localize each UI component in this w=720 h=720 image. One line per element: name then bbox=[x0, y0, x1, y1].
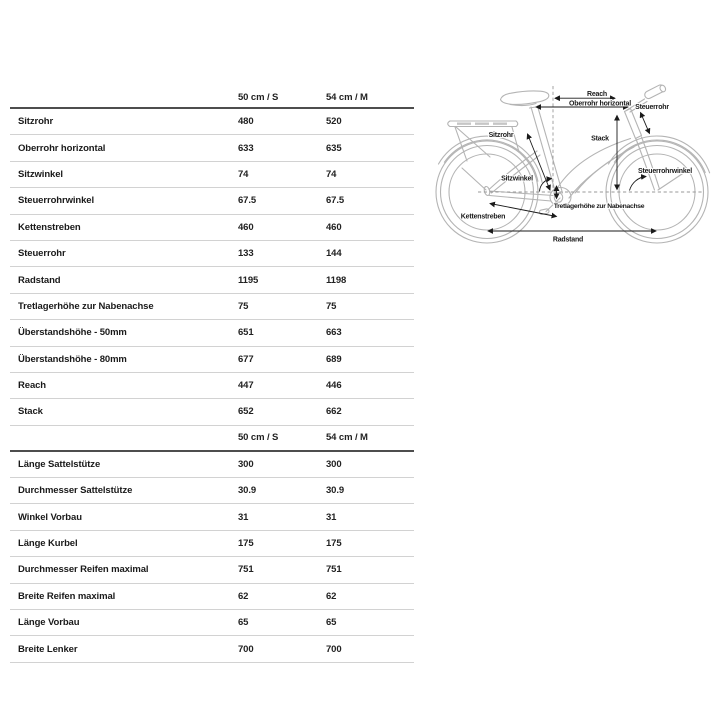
table-row bbox=[10, 109, 414, 135]
value-m: 175 bbox=[326, 538, 342, 550]
value-s: 480 bbox=[238, 116, 254, 128]
row-label: Steuerrohr bbox=[18, 248, 66, 260]
table-row bbox=[10, 267, 414, 293]
table-row bbox=[10, 215, 414, 241]
label-steuerrohr: Steuerrohr bbox=[635, 103, 669, 111]
table-row bbox=[10, 320, 414, 346]
value-m: 30.9 bbox=[326, 485, 345, 497]
value-m: 31 bbox=[326, 511, 337, 523]
value-m: 300 bbox=[326, 458, 342, 470]
saddle bbox=[501, 91, 549, 106]
value-s: 67.5 bbox=[238, 195, 257, 207]
row-label: Radstand bbox=[18, 274, 61, 286]
row-label: Kettenstreben bbox=[18, 221, 81, 233]
row-label: Reach bbox=[18, 380, 47, 392]
column-header-size-s: 50 cm / S bbox=[238, 92, 279, 103]
column-header-size-m: 54 cm / M bbox=[326, 92, 368, 103]
table-row bbox=[10, 557, 414, 583]
front-fender bbox=[609, 136, 710, 190]
table-row bbox=[10, 636, 414, 662]
value-s: 651 bbox=[238, 327, 254, 339]
row-label: Durchmesser Sattelstütze bbox=[18, 485, 133, 497]
label-stack: Stack bbox=[591, 135, 609, 143]
value-s: 460 bbox=[238, 221, 254, 233]
value-s: 62 bbox=[238, 590, 249, 602]
row-label: Länge Kurbel bbox=[18, 538, 78, 550]
table-row bbox=[10, 294, 414, 320]
table-row bbox=[10, 188, 414, 214]
value-s: 65 bbox=[238, 617, 249, 629]
value-s: 751 bbox=[238, 564, 254, 576]
value-s: 75 bbox=[238, 300, 249, 312]
value-m: 1198 bbox=[326, 274, 347, 286]
value-m: 144 bbox=[326, 248, 342, 260]
table-row bbox=[10, 531, 414, 557]
table-row bbox=[10, 452, 414, 478]
label-tretlagerhoehe: Tretlagerhöhe zur Nabenachse bbox=[553, 203, 645, 210]
label-reach: Reach bbox=[586, 90, 608, 98]
geometry-table bbox=[10, 88, 414, 663]
value-m: 446 bbox=[326, 380, 342, 392]
row-label: Sitzwinkel bbox=[18, 168, 63, 180]
value-s: 447 bbox=[238, 380, 254, 392]
value-s: 633 bbox=[238, 142, 254, 154]
row-label: Länge Vorbau bbox=[18, 617, 80, 629]
column-header-size-m: 54 cm / M bbox=[326, 432, 368, 444]
value-m: 460 bbox=[326, 221, 342, 233]
fork bbox=[636, 137, 660, 190]
frame bbox=[489, 106, 642, 201]
value-s: 175 bbox=[238, 538, 254, 550]
row-label: Breite Reifen maximal bbox=[18, 590, 116, 602]
label-sitzwinkel: Sitzwinkel bbox=[501, 175, 533, 183]
table-row bbox=[10, 399, 414, 425]
value-s: 1195 bbox=[238, 274, 259, 286]
row-label: Sitzrohr bbox=[18, 116, 54, 128]
value-m: 700 bbox=[326, 643, 342, 655]
row-label: Tretlagerhöhe zur Nabenachse bbox=[18, 300, 154, 312]
table-row bbox=[10, 584, 414, 610]
table-row bbox=[10, 610, 414, 636]
row-label: Durchmesser Reifen maximal bbox=[18, 564, 149, 576]
value-m: 65 bbox=[326, 617, 337, 629]
value-s: 677 bbox=[238, 353, 254, 365]
row-label: Überstandshöhe - 50mm bbox=[18, 327, 127, 339]
row-label: Breite Lenker bbox=[18, 643, 78, 655]
table-row bbox=[10, 478, 414, 504]
steuerrohr-arrow bbox=[641, 113, 650, 134]
label-kettenstreben: Kettenstreben bbox=[460, 213, 506, 221]
value-s: 133 bbox=[238, 248, 254, 260]
value-m: 74 bbox=[326, 168, 337, 180]
row-label: Oberrohr horizontal bbox=[18, 142, 106, 154]
value-m: 67.5 bbox=[326, 195, 345, 207]
label-sitzrohr: Sitzrohr bbox=[488, 132, 514, 139]
value-m: 662 bbox=[326, 406, 342, 418]
table-header-components bbox=[10, 426, 414, 452]
row-label: Winkel Vorbau bbox=[18, 511, 82, 523]
table-row bbox=[10, 373, 414, 399]
table-row bbox=[10, 347, 414, 373]
value-m: 689 bbox=[326, 353, 342, 365]
value-s: 652 bbox=[238, 406, 254, 418]
steuerrohrwinkel-arc bbox=[630, 177, 647, 191]
value-m: 751 bbox=[326, 564, 342, 576]
row-label: Stack bbox=[18, 406, 43, 418]
table-row bbox=[10, 504, 414, 530]
value-s: 300 bbox=[238, 458, 254, 470]
value-s: 74 bbox=[238, 168, 249, 180]
column-header-size-s: 50 cm / S bbox=[238, 432, 279, 444]
table-row bbox=[10, 135, 414, 161]
table-row bbox=[10, 162, 414, 188]
value-s: 31 bbox=[238, 511, 249, 523]
table-row bbox=[10, 241, 414, 267]
label-steuerrohrwinkel: Steuerrohrwinkel bbox=[638, 168, 692, 175]
row-label: Steuerrohrwinkel bbox=[18, 195, 95, 207]
value-m: 663 bbox=[326, 327, 342, 339]
value-s: 700 bbox=[238, 643, 254, 655]
label-radstand: Radstand bbox=[552, 236, 584, 244]
value-m: 520 bbox=[326, 116, 342, 128]
value-s: 30.9 bbox=[238, 485, 257, 497]
value-m: 62 bbox=[326, 590, 337, 602]
value-m: 75 bbox=[326, 300, 337, 312]
value-m: 635 bbox=[326, 142, 342, 154]
row-label: Überstandshöhe - 80mm bbox=[18, 353, 127, 365]
label-oberrohr-horizontal: Oberrohr horizontal bbox=[569, 100, 631, 108]
row-label: Länge Sattelstütze bbox=[18, 458, 101, 470]
bike-geometry-diagram bbox=[430, 75, 720, 270]
table-header-frame bbox=[10, 88, 414, 109]
